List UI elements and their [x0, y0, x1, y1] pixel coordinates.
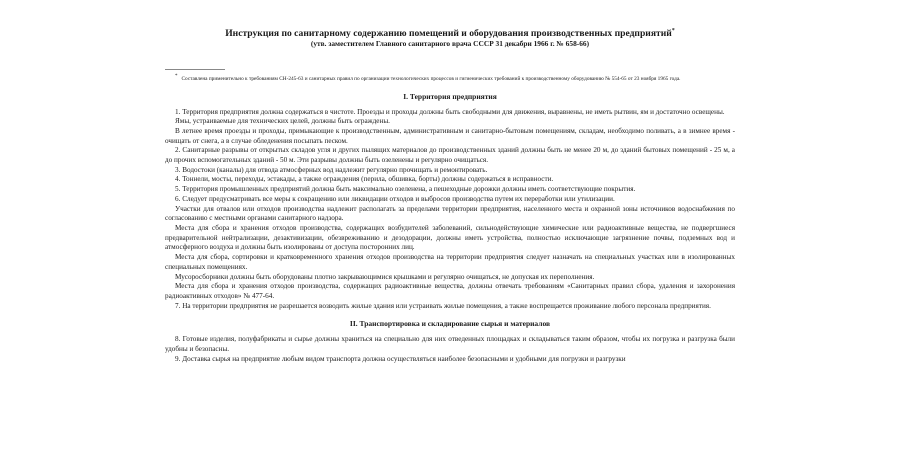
paragraph: 7. На территории предприятия не разрешается возводить жилые здания или устраивать жилые помещения, а также воспрещается проживание любого персонала предприятия.: [175, 301, 711, 310]
paragraph: Места для сбора и хранения отходов производства, содержащих возбудителей заболеваний, сильнодействующие химические или радиоактивные вещества, не подвергшиеся предварительной нейтрализации, дезактивизации, обезвреживанию и дезодорации, должны иметь устройства, полностью исключающие загрязнение почвы, подземных вод и атмосферного воздуха и должны быть изолированы от доступа посторонних лиц.: [165, 223, 735, 252]
paragraph: Ямы, устраиваемые для технических целей, должны быть ограждены.: [175, 117, 390, 126]
paragraph: Места для сбора, сортировки и кратковременного хранения отходов производства на территории предприятия следует назначать на специальных участках или в изолированных специальных помещениях.: [165, 253, 735, 271]
paragraph: 3. Водостоки (каналы) для отвода атмосферных вод надлежит регулярно прочищать и ремонтировать.: [175, 165, 488, 174]
footnote-text: Составлена применительно к требованиям СН-245-63 и санитарных правил по организации технологических процессов и гигиенических требований к производственному оборудованию № 554-65 от 23 ноября 1965 года.: [181, 75, 681, 82]
document-page: [165, 26, 735, 364]
footnote-divider: [165, 69, 225, 70]
paragraph: 2. Санитарные разрывы от открытых складов угля и других пылящих материалов до производственных зданий должны быть не менее 20 м, до зданий бытовых помещений - 25 м, а до прочих вспомогательных зданий - 50 м. Эти разрывы должны быть озеленены и регулярно очищаться.: [165, 146, 735, 165]
paragraph: 9. Доставка сырья на предприятие любым видом транспорта должна осуществляться наиболее безопасными и удобными для погрузки и разгрузки: [175, 354, 626, 363]
paragraph: Места для сбора и хранения отходов производства, содержащих радиоактивные вещества, должны отвечать требованиям «Санитарных правил сбора, удаления и захоронения радиоактивных отходов» № 477-64.: [165, 282, 735, 300]
paragraph: Участки для отвалов или отходов производства надлежит располагать за пределами территории предприятия, населенного места и охранной зоны источников водоснабжения по согласованию с местными органами санитарного надзора.: [165, 204, 735, 223]
section-heading-territory: I. Территория предприятия: [403, 91, 497, 101]
paragraph: 8. Готовые изделия, полуфабрикаты и сырье должны храниться на специально для них отведенных площадках и складываться таким образом, чтобы их погрузка и разгрузка были удобны и безопасны.: [165, 335, 735, 354]
footnote: [165, 73, 735, 83]
footnote-mark: *: [175, 74, 178, 80]
paragraph: Мусоросборники должны быть оборудованы плотно закрывающимися крышками и регулярно очищаться, не допуская их переполнения.: [175, 272, 595, 281]
title-footnote-mark[interactable]: *: [671, 28, 675, 34]
document-title-text: Инструкция по санитарному содержанию помещений и оборудования производственных предприятий: [225, 28, 672, 40]
paragraph: В летнее время проезды и проходы, примыкающие к производственным, административным и санитарно-бытовым помещениям, складам, необходимо поливать, а в зимнее время - очищать от снега, а в случае обледенения посыпать песком.: [165, 126, 735, 145]
document-title: [165, 26, 735, 39]
paragraph: 6. Следует предусматривать все меры к сокращению или ликвидации отходов и выбросов производства путем их переработки или утилизации.: [175, 194, 615, 203]
paragraph: 5. Территория промышленных предприятий должна быть максимально озеленена, а пешеходные дорожки должны иметь соответствующие покрытия.: [175, 185, 636, 194]
section-heading-transport: II. Транспортировка и складирование сырья и материалов: [349, 319, 551, 329]
paragraph: 4. Тоннели, мосты, переходы, эстакады, а также ограждения (перила, обшивка, борты) должны содержаться в исправности.: [175, 175, 554, 184]
document-subtitle: (утв. заместителем Главного санитарного врача СССР 31 декабри 1966 г. № 658-66): [310, 39, 590, 49]
paragraph: 1. Территория предприятия должна содержаться в чистоте. Проезды и проходы должны быть свободными для движения, выравнены, не иметь рытвин, ям и достаточно освещены.: [175, 107, 725, 116]
